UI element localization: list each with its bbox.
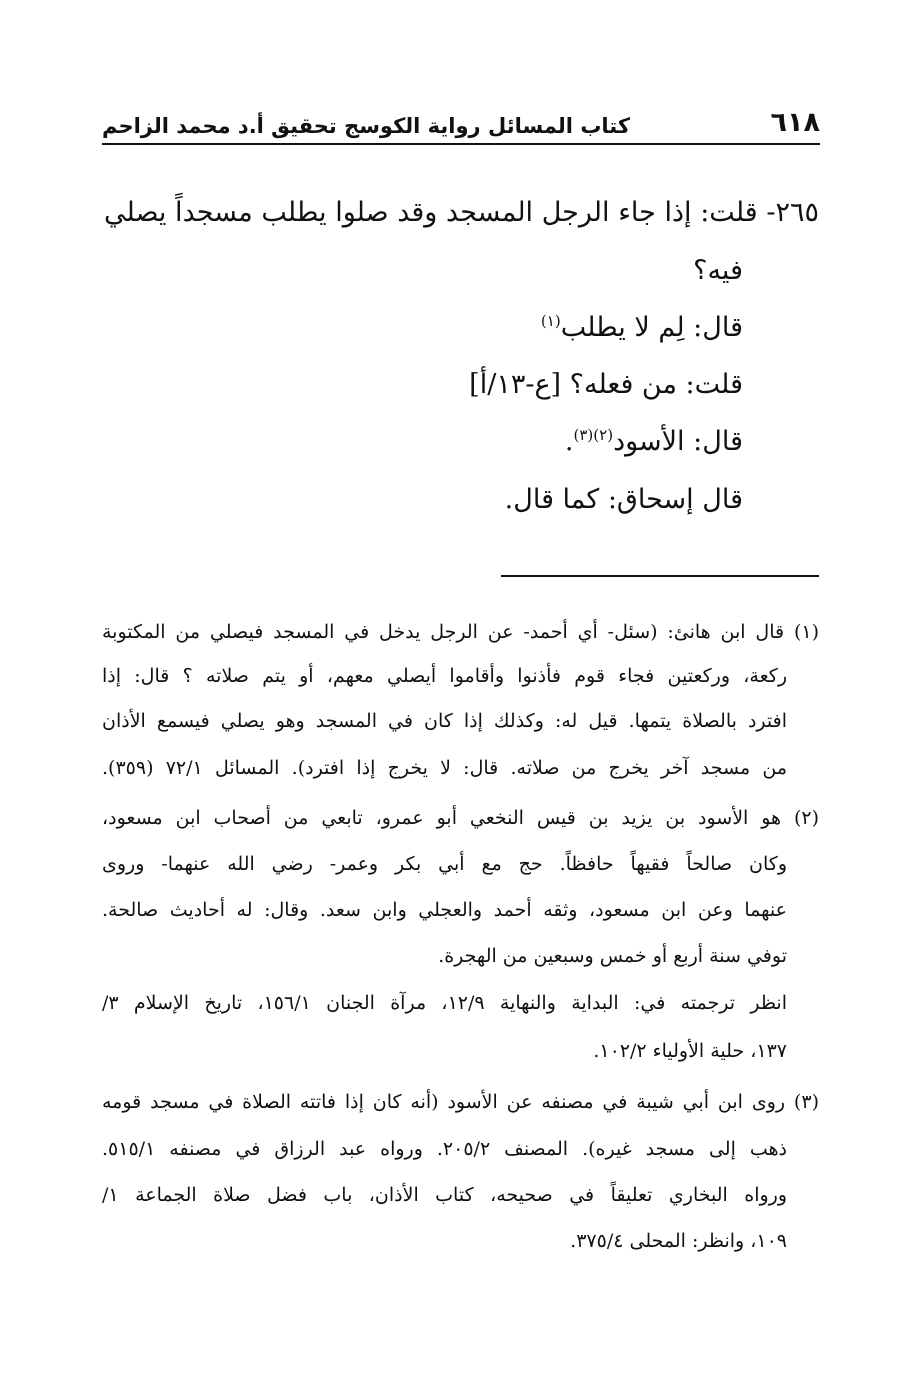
footnote-line: انظر ترجمته في: البداية والنهاية ١٢/٩، مرآة الجنان ١٥٦/١، تاريخ الإسلام ٣/ [102,992,787,1014]
footnote-line: عنهما وعن ابن مسعود، وثقه أحمد والعجلي وابن سعد. وقال: له أحاديث صالحة. [102,899,787,921]
footnote-line: (٢) هو الأسود بن يزيد بن قيس النخعي أبو عمرو، تابعي من أصحاب ابن مسعود، [102,807,819,829]
footnote-line: ورواه البخاري تعليقاً في صحيحه، كتاب الأذان، باب فضل صلاة الجماعة ١/ [102,1184,788,1206]
running-title: كتاب المسائل رواية الكوسج تحقيق أ.د محمد الزاحم [102,114,631,138]
footnote-line: ١٠٩، وانظر: المحلى ٣٧٥/٤. [570,1230,787,1252]
footnote-ref: (١) [540,312,561,330]
question-line: فيه؟ [693,255,743,286]
footnote-line: وكان صالحاً فقيهاً حافظاً. حج مع أبي بكر وعمر- رضي الله عنهما- وروى [102,853,787,875]
footnote-line: افترد بالصلاة يتمها. قيل له: وكذلك إذا كان في المسجد وهو يصلي فيسمع الأذان [102,710,787,732]
footnote-line: توفي سنة أربع أو خمس وسبعين من الهجرة. [438,945,787,967]
footnote-line: (٣) روى ابن أبي شيبة في مصنفه عن الأسود (أنه كان إذا فاتته الصلاة في مسجد قومه [102,1091,819,1113]
question-line: قلت: من فعله؟ [ع-١٣/أ] [469,369,743,400]
footnote-line: ركعة، وركعتين فجاء قوم فأذنوا وأقاموا أيصلي معهم، أو يتم صلاته ؟ قال: إذا [102,665,787,687]
footnote-line: من مسجد آخر يخرج من صلاته. قال: لا يخرج إذا افترد). المسائل ٧٢/١ (٣٥٩). [102,757,788,779]
answer-text: قال: لِم لا يطلب [560,312,743,343]
question-line: ٢٦٥- قلت: إذا جاء الرجل المسجد وقد صلوا يطلب مسجداً يصلي [104,197,819,228]
answer-line: قال إسحاق: كما قال. [504,484,743,515]
footnote-line: (١) قال ابن هانئ: (سئل- أي أحمد- عن الرجل يدخل في المسجد فيصلي من المكتوبة [102,621,819,643]
answer-text: قال: الأسود [613,426,743,457]
footnote-ref: (٢)(٣) [573,426,614,444]
footnote-line: ١٣٧، حلية الأولياء ١٠٢/٢. [593,1040,787,1062]
footnote-line: ذهب إلى مسجد غيره). المصنف ٢٠٥/٢. ورواه عبد الرزاق في مصنفه ٥١٥/١. [102,1138,788,1160]
page-number: ٦١٨ [770,107,820,138]
answer-period: . [564,426,574,457]
